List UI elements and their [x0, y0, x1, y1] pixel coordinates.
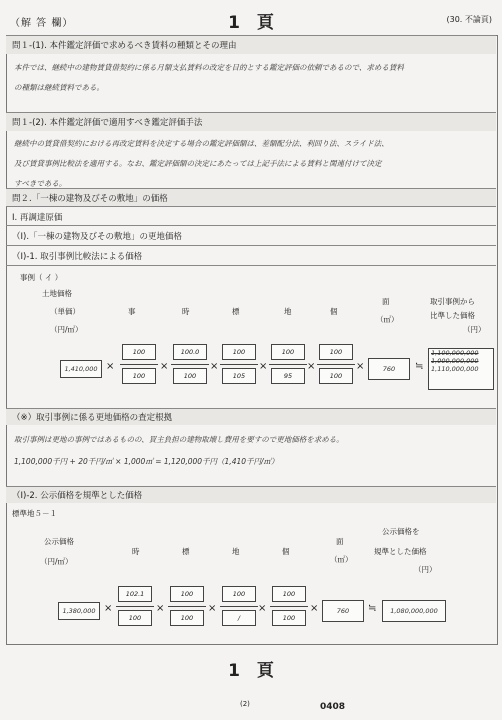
q1-2-title: 問１-(2). 本件鑑定評価で適用すべき鑑定評価手法: [12, 118, 203, 128]
col-result-b-3: （円）: [414, 565, 437, 574]
divider: [6, 206, 496, 207]
col-chi: 地: [284, 307, 292, 316]
col-jiten: 時: [182, 307, 190, 316]
fraction-line: [270, 606, 308, 607]
col-result-3: （円）: [463, 325, 486, 334]
equals-icon: ≒: [415, 361, 424, 372]
col-area: 面: [382, 297, 390, 306]
page-note: (30. 不論頁): [446, 15, 492, 24]
fraction-ko-bottom: 100: [319, 368, 353, 384]
basis-line-2: 1,100,000千円 + 20千円/㎡ × 1,000㎡ = 1,120,000千円（1,410千円/㎡）: [14, 457, 279, 466]
col-ko: 個: [330, 307, 338, 316]
fraction-chi-top: 100: [271, 344, 305, 360]
fraction-hyo-top: 100: [222, 344, 256, 360]
multiply-icon: ×: [156, 603, 165, 614]
divider: [6, 265, 496, 266]
result-b-box: 1,080,000,000: [382, 600, 446, 622]
col-hyo: 標: [232, 307, 240, 316]
std-label: 標準地５－１: [12, 509, 57, 518]
q1-1-title: 問１-(1). 本件鑑定評価で求めるべき賃料の種類とその理由: [12, 41, 237, 51]
divider: [6, 245, 496, 246]
result-value: 1,110,000,000: [431, 365, 479, 373]
fraction-line: [317, 364, 355, 365]
fraction-jiten-b-bottom: 100: [118, 610, 152, 626]
fraction-line: [120, 364, 158, 365]
result-struck-1: 1,100,000,000: [431, 349, 479, 357]
divider: [6, 225, 496, 226]
case-label: 事例（ イ ）: [20, 273, 63, 282]
fraction-hyo-bottom: 105: [222, 368, 256, 384]
q1-1-answer-line1: 本件では、継続中の建物賃貸借契約に係る月額支払賃料の改定を目的とする鑑定評価の依頼であるので、求める賃料: [14, 63, 404, 72]
col-hyo-b: 標: [182, 547, 190, 556]
col-public-unit: （円/㎡）: [40, 557, 73, 566]
footer-page-title: 1 頁: [228, 661, 274, 681]
unit-price-box: 1,410,000: [60, 360, 102, 378]
basis-title: （※）取引事例に係る更地価格の査定根拠: [12, 413, 173, 423]
fraction-ko-b-top: 100: [272, 586, 306, 602]
answer-field-label: （解 答 欄）: [10, 18, 74, 29]
fraction-line: [269, 364, 307, 365]
fraction-chi-bottom: 95: [271, 368, 305, 384]
fraction-jirei-top: 100: [122, 344, 156, 360]
page-title: 1 頁: [228, 13, 274, 33]
fraction-line: [171, 364, 209, 365]
footer-page-number: (2): [240, 700, 250, 708]
col-area-b: 面: [336, 537, 344, 546]
fraction-jiten-b-top: 102.1: [118, 586, 152, 602]
fraction-hyo-b-bottom: 100: [170, 610, 204, 626]
equals-icon: ≒: [368, 603, 377, 614]
col-jiten-b: 時: [132, 547, 140, 556]
col-area-unit: （㎡）: [376, 315, 399, 324]
col-unit: （単価）: [50, 307, 80, 316]
multiply-icon: ×: [160, 361, 169, 372]
multiply-icon: ×: [307, 361, 316, 372]
col-area-unit-b: （㎡）: [330, 555, 353, 564]
footer-code: 0408: [320, 702, 346, 712]
col-result-1: 取引事例から: [430, 297, 475, 306]
basis-line-1: 取引事例は更地の事例ではあるものの、買主負担の建物取壊し費用を要すので更地価格を求める。: [14, 435, 344, 444]
fraction-line: [220, 364, 258, 365]
q1-2-answer-line3: すべきである。: [14, 179, 67, 188]
multiply-icon: ×: [104, 603, 113, 614]
fraction-line: [168, 606, 206, 607]
col-unit-yen: （円/㎡）: [50, 325, 83, 334]
col-result-2: 比準した価格: [430, 311, 475, 320]
fraction-chi-b-bottom: /: [222, 610, 256, 626]
col-jirei: 事: [128, 307, 136, 316]
fraction-jirei-bottom: 100: [122, 368, 156, 384]
col-chi-b: 地: [232, 547, 240, 556]
section-1-sub-title: （Ⅰ).「一棟の建物及びその敷地」の更地価格: [12, 232, 183, 242]
multiply-icon: ×: [310, 603, 319, 614]
multiply-icon: ×: [208, 603, 217, 614]
fraction-jiten-top: 100.0: [173, 344, 207, 360]
section-1-title: Ⅰ. 再調達原価: [12, 213, 63, 223]
result-box: [428, 348, 494, 390]
col-result-b-2: 規準とした価格: [374, 547, 427, 556]
fraction-jiten-bottom: 100: [173, 368, 207, 384]
q1-2-answer-line2: 及び賃貸事例比較法を適用する。なお、鑑定評価額の決定にあたっては上記手法による賃料と関連付けて決定: [14, 159, 382, 168]
fraction-hyo-b-top: 100: [170, 586, 204, 602]
col-ko-b: 個: [282, 547, 290, 556]
q1-1-answer-line2: の種類は継続賃料である。: [14, 83, 104, 92]
fraction-ko-top: 100: [319, 344, 353, 360]
col-public-price: 公示価格: [44, 537, 74, 546]
fraction-ko-b-bottom: 100: [272, 610, 306, 626]
multiply-icon: ×: [210, 361, 219, 372]
q1-2-answer-line1: 継続中の賃貸借契約における再改定賃料を決定する場合の鑑定評価額は、差額配分法、利回り法、スライド法、: [14, 139, 389, 148]
multiply-icon: ×: [258, 603, 267, 614]
section-1-2-title: （Ⅰ)-2. 公示価格を規準とした価格: [12, 491, 143, 501]
multiply-icon: ×: [356, 361, 365, 372]
fraction-chi-b-top: 100: [222, 586, 256, 602]
section-1-1-title: （Ⅰ)-1. 取引事例比較法による価格: [12, 252, 143, 262]
area-b-box: 760: [322, 600, 364, 622]
area-box: 760: [368, 358, 410, 380]
fraction-line: [220, 606, 258, 607]
result-struck-2: 1,000,000,000: [431, 357, 479, 365]
q2-title: 問２.「一棟の建物及びその敷地」の価格: [12, 194, 168, 204]
fraction-line: [116, 606, 154, 607]
multiply-icon: ×: [106, 361, 115, 372]
multiply-icon: ×: [259, 361, 268, 372]
col-result-b-1: 公示価格を: [382, 527, 420, 536]
col-land-price: 土地価格: [42, 289, 72, 298]
public-price-box: 1,380,000: [58, 602, 100, 620]
